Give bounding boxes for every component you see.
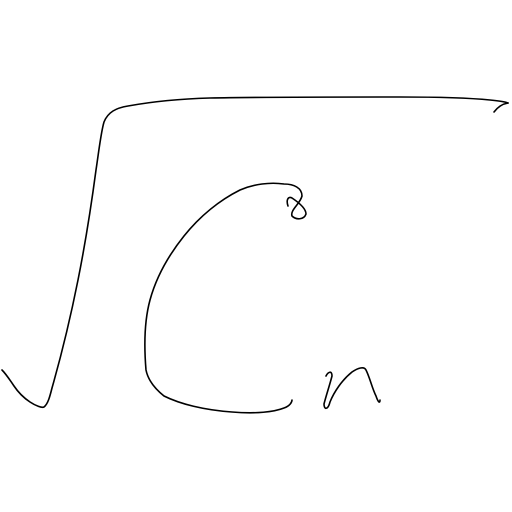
radical-overline-end [494,103,508,112]
letter-c [145,183,306,413]
letter-n [324,368,380,408]
radical-sign [2,97,508,407]
